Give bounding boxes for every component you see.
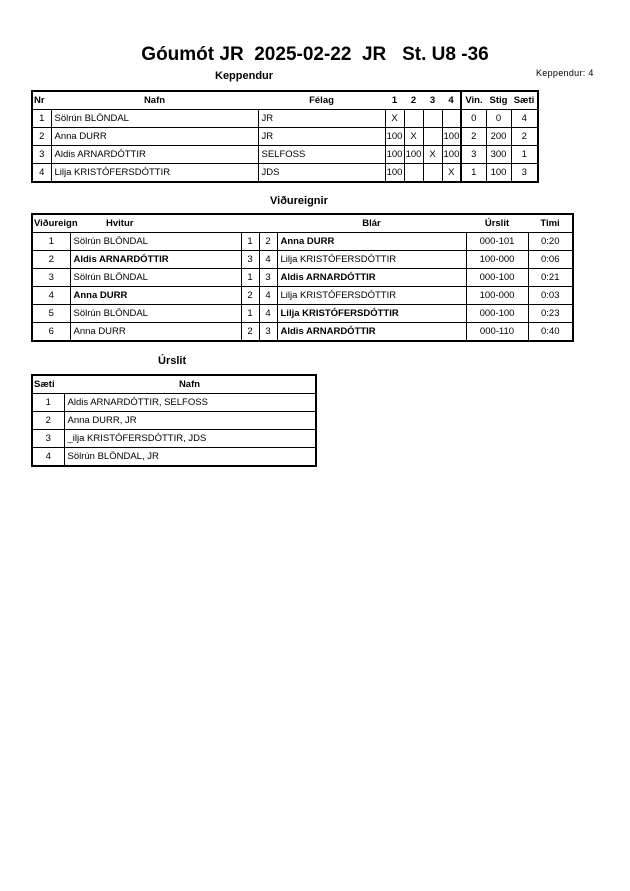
points: 200 [486,128,511,146]
match-no: 3 [32,269,70,287]
participant-row [32,110,538,128]
round-4: 100 [442,128,461,146]
col-nafn: Nafn [64,375,316,394]
place: 3 [511,164,538,183]
nr: 2 [32,128,51,146]
name: Aldis ARNARDÓTTIR, SELFOSS [64,394,316,412]
round-3 [423,164,442,183]
name: Anna DURR [51,128,258,146]
place: 2 [32,412,64,430]
match-no: 5 [32,305,70,323]
matches-header-row [32,214,573,233]
match-no: 2 [32,251,70,269]
participants-heading: Keppendur [215,70,274,82]
club: SELFOSS [258,146,385,164]
col-vidureign: Viðureign [32,214,70,233]
name: Anna DURR, JR [64,412,316,430]
match-no: 4 [32,287,70,305]
result-row [32,412,316,430]
white-nr: 1 [241,305,259,323]
blue-player: Lilja KRISTÓFERSDÓTTIR [277,251,466,269]
participant-row [32,128,538,146]
blue-player: Anna DURR [277,233,466,251]
club: JDS [258,164,385,183]
participants-header-row [32,91,538,110]
round-1: 100 [385,146,404,164]
white-nr: 2 [241,323,259,342]
wins: 1 [461,164,486,183]
match-row [32,251,573,269]
points: 300 [486,146,511,164]
club: JR [258,110,385,128]
col-vin: Vin. [461,91,486,110]
round-4: X [442,164,461,183]
name: Lilja KRISTÓFERSDÓTTIR [51,164,258,183]
points: 100 [486,164,511,183]
match-row [32,305,573,323]
white-player: Anna DURR [70,323,241,342]
col-round-4: 4 [442,91,461,110]
round-4 [442,110,461,128]
place: 1 [511,146,538,164]
participants-table [31,90,539,183]
participant-row [32,164,538,183]
time: 0:20 [528,233,573,251]
col-timi: Timi [528,214,573,233]
white-nr: 1 [241,233,259,251]
blue-nr: 3 [259,269,277,287]
match-row [32,269,573,287]
blue-player: Aldis ARNARDÓTTIR [277,269,466,287]
col-saeti: Sæti [511,91,538,110]
col-nr: Nr [32,91,51,110]
white-player: Sölrún BLÖNDAL [70,233,241,251]
points: 0 [486,110,511,128]
col-blar: Blár [277,214,466,233]
col-nafn: Nafn [51,91,258,110]
round-2: X [404,128,423,146]
result-row [32,394,316,412]
white-nr: 3 [241,251,259,269]
place: 4 [32,448,64,467]
result-row [32,430,316,448]
results-table [31,374,317,467]
place: 3 [32,430,64,448]
wins: 2 [461,128,486,146]
round-1: 100 [385,128,404,146]
wins: 3 [461,146,486,164]
white-player: Sölrún BLÖNDAL [70,305,241,323]
nr: 1 [32,110,51,128]
col-round-2: 2 [404,91,423,110]
blue-nr: 4 [259,287,277,305]
result: 000-101 [466,233,528,251]
page-title [0,44,630,66]
blue-nr: 3 [259,323,277,342]
round-3 [423,110,442,128]
round-3: X [423,146,442,164]
match-no: 1 [32,233,70,251]
place: 2 [511,128,538,146]
time: 0:21 [528,269,573,287]
result: 100-000 [466,251,528,269]
blue-nr: 4 [259,305,277,323]
nr: 4 [32,164,51,183]
results-header-row [32,375,316,394]
matches-table [31,213,574,342]
place: 1 [32,394,64,412]
blue-player: Lilja KRISTÓFERSDÓTTIR [277,287,466,305]
wins: 0 [461,110,486,128]
blue-player: Aldis ARNARDÓTTIR [277,323,466,342]
time: 0:03 [528,287,573,305]
name: _ilja KRISTÓFERSDÓTTIR, JDS [64,430,316,448]
page-title-text: Góumót JR 2025-02-22 JR St. U8 -36 [141,44,489,65]
blue-player: Lilja KRISTÓFERSDÓTTIR [277,305,466,323]
nr: 3 [32,146,51,164]
time: 0:06 [528,251,573,269]
round-4: 100 [442,146,461,164]
round-1: X [385,110,404,128]
name: Sölrún BLÖNDAL [51,110,258,128]
matches-heading: Viðureignir [270,195,328,207]
white-player: Sölrún BLÖNDAL [70,269,241,287]
round-3 [423,128,442,146]
result: 000-110 [466,323,528,342]
round-2: 100 [404,146,423,164]
col-saeti: Sæti [32,375,64,394]
blue-nr: 2 [259,233,277,251]
result: 000-100 [466,269,528,287]
white-nr: 2 [241,287,259,305]
time: 0:23 [528,305,573,323]
col-stig: Stig [486,91,511,110]
match-row [32,323,573,342]
participant-count: Keppendur: 4 [536,68,594,78]
participant-row [32,146,538,164]
col-round-3: 3 [423,91,442,110]
result: 100-000 [466,287,528,305]
name: Sölrún BLÖNDAL, JR [64,448,316,467]
match-no: 6 [32,323,70,342]
white-nr: 1 [241,269,259,287]
white-player: Aldis ARNARDÓTTIR [70,251,241,269]
time: 0:40 [528,323,573,342]
round-2 [404,110,423,128]
result-row [32,448,316,467]
name: Aldis ARNARDÓTTIR [51,146,258,164]
col-white-nr [241,214,259,233]
results-heading: Úrslit [158,355,187,367]
white-player: Anna DURR [70,287,241,305]
round-1: 100 [385,164,404,183]
place: 4 [511,110,538,128]
col-blue-nr [259,214,277,233]
col-hvitur: Hvitur [70,214,241,233]
match-row [32,287,573,305]
col-round-1: 1 [385,91,404,110]
col-felag: Félag [258,91,385,110]
col-urslit: Úrslit [466,214,528,233]
result: 000-100 [466,305,528,323]
round-2 [404,164,423,183]
club: JR [258,128,385,146]
match-row [32,233,573,251]
blue-nr: 4 [259,251,277,269]
